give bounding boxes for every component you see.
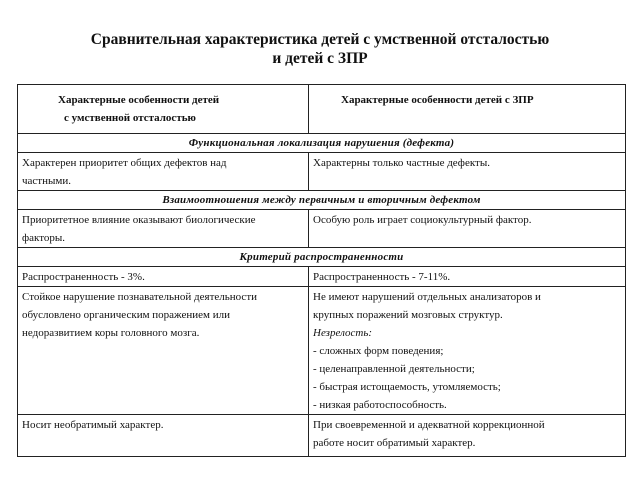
cognitive-right-line-1: Не имеют нарушений отдельных анализаторов и bbox=[313, 291, 541, 303]
prevalence-left-cell: Распространенность - 3%. bbox=[18, 267, 309, 287]
table-row bbox=[18, 287, 626, 415]
list-item: - сложных форм поведения; bbox=[313, 345, 444, 357]
comparison-table bbox=[17, 84, 626, 457]
cognitive-left-line-2: обусловлено органическим поражением или bbox=[22, 309, 231, 321]
section-functional-title: Функциональная локализация нарушения (дефекта) bbox=[18, 134, 626, 153]
cognitive-left-line-3: недоразвитием коры головного мозга. bbox=[22, 327, 200, 339]
header-left-line-2: с умственной отсталостью bbox=[64, 112, 196, 124]
relation-left-cell bbox=[18, 210, 309, 248]
prevalence-right-cell: Распространенность - 7-11%. bbox=[309, 267, 626, 287]
list-item: - быстрая истощаемость, утомляемость; bbox=[313, 381, 501, 393]
section-prevalence-title: Критерий распространенности bbox=[18, 248, 626, 267]
title-line-1: Сравнительная характеристика детей с умственной отсталостью bbox=[90, 31, 550, 48]
immaturity-label: Незрелость: bbox=[313, 327, 373, 339]
document-title bbox=[0, 30, 640, 68]
cognitive-right-line-2: крупных поражений мозговых структур. bbox=[313, 309, 503, 321]
header-mental-retardation bbox=[18, 85, 309, 134]
list-item: - целенаправленной деятельности; bbox=[313, 363, 475, 375]
reversibility-right-line-2: работе носит обратимый характер. bbox=[313, 437, 476, 449]
reversibility-left-cell: Носит необратимый характер. bbox=[18, 415, 309, 457]
header-zpr: Характерные особенности детей с ЗПР bbox=[309, 85, 626, 134]
cognitive-right-cell bbox=[309, 287, 626, 415]
section-relation-title: Взаимоотношения между первичным и вторичным дефектом bbox=[18, 191, 626, 210]
table-row bbox=[18, 153, 626, 191]
functional-left-line-2: частными. bbox=[22, 175, 71, 187]
table-header-row bbox=[18, 85, 626, 134]
list-item: - низкая работоспособность. bbox=[313, 399, 447, 411]
section-row-prevalence bbox=[18, 248, 626, 267]
title-line-2: и детей с ЗПР bbox=[272, 50, 368, 67]
section-row-functional bbox=[18, 134, 626, 153]
table-row bbox=[18, 210, 626, 248]
cognitive-left-line-1: Стойкое нарушение познавательной деятельности bbox=[22, 291, 258, 303]
header-left-line-1: Характерные особенности детей bbox=[58, 94, 220, 106]
reversibility-right-cell bbox=[309, 415, 626, 457]
immaturity-list bbox=[313, 342, 621, 414]
relation-left-line-1: Приоритетное влияние оказывают биологические bbox=[22, 214, 256, 226]
functional-right-cell: Характерны только частные дефекты. bbox=[309, 153, 626, 191]
functional-left-cell bbox=[18, 153, 309, 191]
relation-right-cell: Особую роль играет социокультурный фактор. bbox=[309, 210, 626, 248]
table-row bbox=[18, 267, 626, 287]
reversibility-right-line-1: При своевременной и адекватной коррекционной bbox=[313, 419, 545, 431]
functional-left-line-1: Характерен приоритет общих дефектов над bbox=[22, 157, 227, 169]
section-row-relation bbox=[18, 191, 626, 210]
relation-left-line-2: факторы. bbox=[22, 232, 66, 244]
cognitive-left-cell bbox=[18, 287, 309, 415]
table-row bbox=[18, 415, 626, 457]
